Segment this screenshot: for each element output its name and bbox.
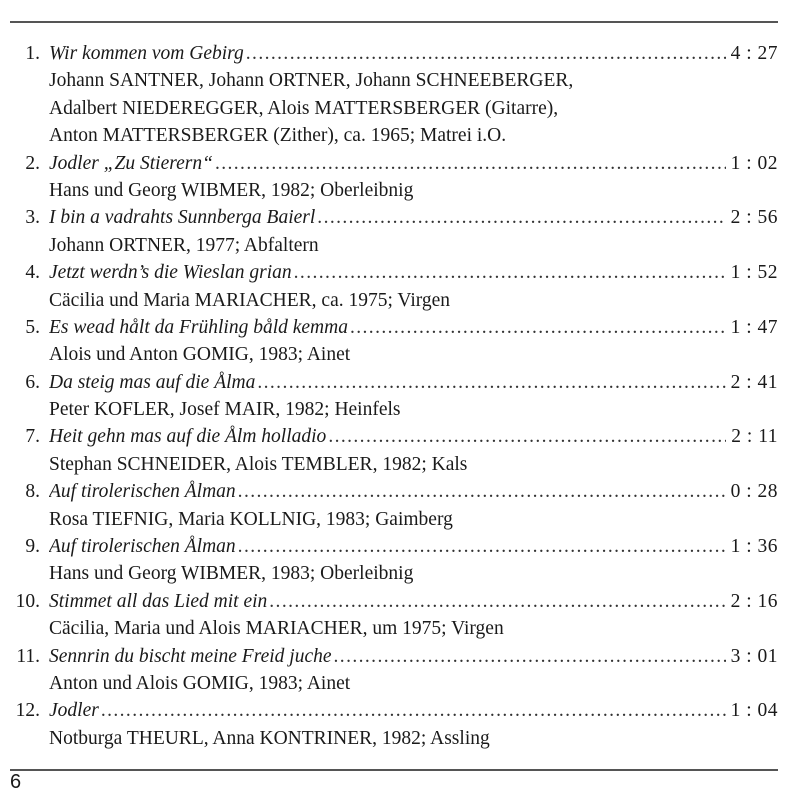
track-performers: Rosa TIEFNIG, Maria KOLLNIG, 1983; Gaimberg — [49, 508, 453, 530]
track-number: 6. — [25, 371, 40, 393]
track-duration: 1 : 36 — [730, 536, 778, 558]
track-performers: Anton MATTERSBERGER (Zither), ca. 1965; Matrei i.O. — [49, 125, 507, 147]
track-title: Wir kommen vom Gebirg — [49, 43, 244, 64]
track-heading — [0, 314, 800, 341]
track-title-leader — [49, 150, 726, 177]
track-title-leader — [49, 423, 726, 450]
track-title-leader — [49, 204, 726, 231]
track-heading — [0, 423, 800, 450]
track-title: Auf tirolerischen Ålman — [49, 481, 236, 503]
track-heading — [0, 259, 800, 286]
track-heading — [0, 150, 800, 177]
track-title-leader — [49, 588, 726, 615]
track-duration: 1 : 02 — [730, 152, 778, 174]
track-performers: Johann ORTNER, 1977; Abfaltern — [49, 234, 319, 256]
track-item — [0, 150, 800, 205]
track-duration: 2 : 41 — [730, 371, 778, 393]
dot-leader — [101, 697, 726, 724]
track-heading — [0, 369, 800, 396]
track-duration: 0 : 28 — [730, 481, 778, 503]
track-title: Auf tirolerischen Ålman — [49, 536, 236, 558]
track-title: Jodler „Zu Stierern“ — [49, 152, 213, 174]
track-heading — [0, 478, 800, 505]
track-duration: 2 : 16 — [730, 590, 778, 612]
track-list — [0, 40, 800, 752]
track-performers: Cäcilia und Maria MARIACHER, ca. 1975; Virgen — [49, 289, 451, 311]
track-duration: 2 : 56 — [730, 207, 778, 229]
track-heading — [0, 588, 800, 615]
track-performers: Johann SANTNER, Johann ORTNER, Johann SCHNEEBERGER, — [49, 70, 574, 92]
track-item — [0, 533, 800, 588]
dot-leader — [238, 478, 726, 505]
track-item — [0, 478, 800, 533]
track-title-leader — [49, 40, 726, 67]
track-performers: Hans und Georg WIBMER, 1983; Oberleibnig — [49, 563, 414, 585]
track-title: I bin a vadrahts Sunnberga Baierl — [49, 207, 316, 229]
dot-leader — [350, 314, 726, 341]
page-number: 6 — [10, 771, 22, 793]
track-title: Jodler — [49, 700, 99, 722]
track-item — [0, 314, 800, 369]
track-title-leader — [49, 369, 726, 396]
track-number: 8. — [25, 481, 40, 503]
track-title: Jetzt werdn’s die Wieslan grian — [49, 262, 292, 284]
track-number: 7. — [25, 426, 40, 448]
track-performers: Hans und Georg WIBMER, 1982; Oberleibnig — [49, 179, 414, 201]
track-heading — [0, 533, 800, 560]
track-duration: 1 : 04 — [730, 700, 778, 722]
bottom-rule — [10, 769, 778, 771]
track-duration: 3 : 01 — [730, 645, 778, 667]
track-title: Stimmet all das Lied mit ein — [49, 590, 268, 612]
track-item — [0, 369, 800, 424]
track-performers: Notburga THEURL, Anna KONTRINER, 1982; Assling — [49, 727, 490, 749]
track-item — [0, 204, 800, 259]
track-number: 2. — [25, 152, 40, 174]
track-number: 1. — [25, 43, 40, 64]
track-title: Da steig mas auf die Ålma — [49, 371, 256, 393]
track-heading — [0, 204, 800, 231]
track-title-leader — [49, 314, 726, 341]
top-rule — [10, 21, 778, 23]
track-performers: Anton und Alois GOMIG, 1983; Ainet — [49, 672, 351, 694]
track-duration: 4 : 27 — [730, 43, 778, 64]
track-number: 12. — [15, 700, 40, 722]
track-title-leader — [49, 259, 726, 286]
track-item — [0, 643, 800, 698]
track-number: 5. — [25, 316, 40, 338]
dot-leader — [328, 423, 726, 450]
dot-leader — [238, 533, 726, 560]
track-performers: Cäcilia, Maria und Alois MARIACHER, um 1975; Virgen — [49, 618, 504, 640]
track-performers: Peter KOFLER, Josef MAIR, 1982; Heinfels — [49, 399, 401, 421]
dot-leader — [334, 643, 726, 670]
dot-leader — [257, 369, 726, 396]
track-item — [0, 40, 800, 150]
track-item — [0, 423, 800, 478]
track-title-leader — [49, 533, 726, 560]
dot-leader — [317, 204, 726, 231]
dot-leader — [215, 150, 726, 177]
dot-leader — [246, 40, 726, 67]
track-item — [0, 697, 800, 752]
track-performers: Stephan SCHNEIDER, Alois TEMBLER, 1982; Kals — [49, 453, 468, 475]
dot-leader — [294, 259, 726, 286]
track-title-leader — [49, 697, 726, 724]
track-heading — [0, 697, 800, 724]
track-heading — [0, 40, 800, 67]
track-title-leader — [49, 478, 726, 505]
track-duration: 1 : 47 — [730, 316, 778, 338]
track-number: 11. — [16, 645, 40, 667]
track-item — [0, 259, 800, 314]
track-number: 9. — [25, 536, 40, 558]
track-title: Sennrin du bischt meine Freid juche — [49, 645, 332, 667]
track-title: Es wead hålt da Frühling båld kemma — [49, 316, 348, 338]
track-duration: 2 : 11 — [731, 426, 778, 448]
track-item — [0, 588, 800, 643]
track-title: Heit gehn mas auf die Ålm holladio — [49, 426, 327, 448]
dot-leader — [269, 588, 726, 615]
track-performers: Alois und Anton GOMIG, 1983; Ainet — [49, 344, 351, 366]
track-number: 10. — [15, 590, 40, 612]
track-performers: Adalbert NIEDEREGGER, Alois MATTERSBERGER (Gitarre), — [49, 97, 559, 119]
track-number: 4. — [25, 262, 40, 284]
track-title-leader — [49, 643, 726, 670]
track-duration: 1 : 52 — [730, 262, 778, 284]
track-number: 3. — [25, 207, 40, 229]
track-heading — [0, 643, 800, 670]
